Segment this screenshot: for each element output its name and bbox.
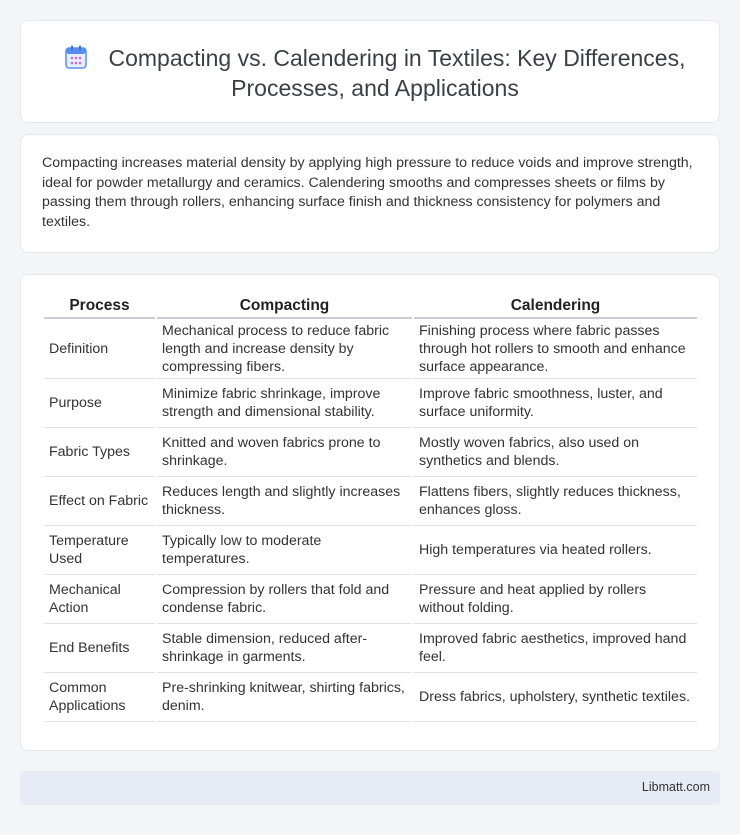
table-row: [44, 319, 697, 379]
header-compacting: Compacting: [157, 295, 412, 319]
calendering-cell: High temperatures via heated rollers.: [414, 526, 697, 575]
compacting-cell: Mechanical process to reduce fabric length and increase density by compressing fibers.: [157, 319, 412, 379]
row-label: Mechanical Action: [44, 575, 155, 624]
compacting-cell: Stable dimension, reduced after-shrinkage in garments.: [157, 624, 412, 673]
table-header-row: [44, 295, 697, 319]
calendering-cell: Finishing process where fabric passes through hot rollers to smooth and enhance surface appearance.: [414, 319, 697, 379]
table-row: [44, 477, 697, 526]
calendar-icon: [65, 45, 87, 69]
compacting-cell: Reduces length and slightly increases thickness.: [157, 477, 412, 526]
calendering-cell: Improved fabric aesthetics, improved hand feel.: [414, 624, 697, 673]
row-label: Effect on Fabric: [44, 477, 155, 526]
table-row: [44, 624, 697, 673]
calendering-cell: Improve fabric smoothness, luster, and surface uniformity.: [414, 379, 697, 428]
calendering-cell: Pressure and heat applied by rollers without folding.: [414, 575, 697, 624]
compacting-cell: Pre-shrinking knitwear, shirting fabrics, denim.: [157, 673, 412, 722]
comparison-card: [20, 274, 720, 751]
table-row: [44, 379, 697, 428]
header-calendering: Calendering: [414, 295, 697, 319]
page-title: Compacting vs. Calendering in Textiles: Key Differences, Processes, and Applications: [108, 45, 686, 101]
header-process: Process: [44, 295, 155, 319]
calendering-cell: Mostly woven fabrics, also used on synthetics and blends.: [414, 428, 697, 477]
title-card: [20, 20, 720, 123]
page-title-wrap: [51, 43, 699, 103]
table-row: [44, 428, 697, 477]
calendering-cell: Flattens fibers, slightly reduces thickness, enhances gloss.: [414, 477, 697, 526]
table-row: [44, 673, 697, 722]
calendering-cell: Dress fabrics, upholstery, synthetic textiles.: [414, 673, 697, 722]
summary-card: [20, 134, 720, 253]
summary-text: Compacting increases material density by applying high pressure to reduce voids and improve strength, ideal for powder metallurgy and ceramics. Calendering smooths and compresses sheets or films by passing them through rollers, enhancing surface finish and thickness consistency for polymers and textiles.: [42, 155, 693, 230]
compacting-cell: Typically low to moderate temperatures.: [157, 526, 412, 575]
compacting-cell: Compression by rollers that fold and condense fabric.: [157, 575, 412, 624]
footer-brand-link[interactable]: Libmatt.com: [641, 780, 710, 794]
footer-bar: [20, 771, 720, 805]
row-label: Purpose: [44, 379, 155, 428]
compacting-cell: Knitted and woven fabrics prone to shrinkage.: [157, 428, 412, 477]
row-label: Fabric Types: [44, 428, 155, 477]
row-label: Temperature Used: [44, 526, 155, 575]
comparison-table: [42, 295, 699, 722]
row-label: Definition: [44, 319, 155, 379]
compacting-cell: Minimize fabric shrinkage, improve strength and dimensional stability.: [157, 379, 412, 428]
table-row: [44, 526, 697, 575]
row-label: Common Applications: [44, 673, 155, 722]
table-row: [44, 575, 697, 624]
row-label: End Benefits: [44, 624, 155, 673]
